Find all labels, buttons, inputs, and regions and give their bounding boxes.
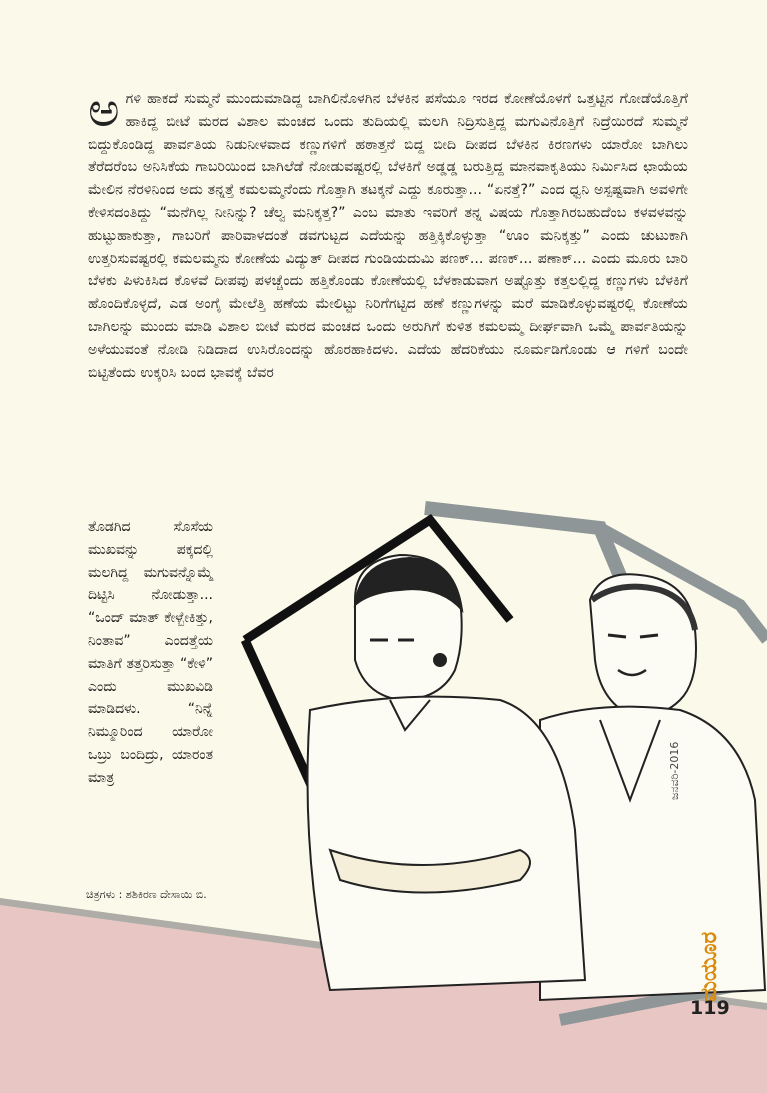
article-paragraph: ಗಳಿ ಹಾಕದೆ ಸುಮ್ಮನೆ ಮುಂದುಮಾಡಿದ್ದ ಬಾಗಿಲಿನೊಳಗಿನ ಬೆಳಕಿನ ಪಸೆಯೂ ಇರದ ಕೋಣೆಯೊಳಗೆ ಒತ್ತಟ್ಟಿನ ಗೋಡೆಯೊತ್ತಿಗೆ ಹಾಕಿದ್ದ ಬೀಟೆ ಮರದ ವಿಶಾಲ ಮಂಚದ ಒಂದು ತುದಿಯಲ್ಲಿ ಮಲಗಿ ನಿದ್ರಿಸುತ್ತಿದ್ದ ಮಗುವಿನೊತ್ತಿಗೆ ನಿದ್ರೆಯಿರದೆ ಸುಮ್ಮನೆ ಬಿದ್ದುಕೊಂಡಿದ್ದ ಪಾರ್ವತಿಯ ನಿಡುನೀಳವಾದ ಕಣ್ಣುಗಳಿಗೆ ಹಠಾತ್ತನೆ ಬಿದ್ದ ಬೀದಿ ದೀಪದ ಬೆಳಕಿನ ಕಿರಣಗಳು ಯಾರೋ ಬಾಗಿಲು ತೆರೆದರೆಂಬ ಅನಿಸಿಕೆಯ ಗಾಬರಿಯಿಂದ ಬಾಗಿಲೆಡೆ ನೋಡುವಷ್ಟರಲ್ಲಿ ಬೆಳಕಿಗೆ ಅಡ್ಡಡ್ಡ ಬರುತ್ತಿದ್ದ ಮಾನವಾಕೃತಿಯು ನಿರ್ಮಿಸಿದ ಛಾಯೆಯ ಮೇಲಿನ ನೆರಳಿನಿಂದ ಅದು ತನ್ನತ್ತೆ ಕಮಲಮ್ಮನೆಂದು ಗೊತ್ತಾಗಿ ತಟಕ್ಕನೆ ಎದ್ದು ಕೂರುತ್ತಾ... “ಏನತ್ತೆ?” ಎಂದ ಧ್ವನಿ ಅಸ್ಪಷ್ಟವಾಗಿ ಅವಳಿಗೇ ಕೇಳಿಸದಂತಿದ್ದು “ಮನೆಗಿಲ್ಲ ನೀನಿನ್ನು? ಚೆಲ್ವ ಮನಿಕ್ಕತ್ತ?” ಎಂಬ ಮಾತು ಇವರಿಗೆ ತನ್ನ ವಿಷಯ ಗೊತ್ತಾಗಿರಬಹುದೆಂಬ ಕಳವಳವನ್ನು ಹುಟ್ಟುಹಾಕುತ್ತಾ, ಗಾಬರಿಗೆ ಪಾರಿವಾಳದಂತೆ ಡವಗುಟ್ಟದ ಎದೆಯನ್ನು ಹತ್ತಿಕ್ಕಿಕೊಳ್ಳುತ್ತಾ “ಊಂ ಮನಿಕ್ಕತ್ತು” ಎಂದು ಚುಟುಕಾಗಿ ಉತ್ತರಿಸುವಷ್ಟರಲ್ಲಿ ಕಮಲಮ್ಮನು ಕೋಣೆಯ ವಿದ್ಯುತ್ ದೀಪದ ಗುಂಡಿಯದುಮಿ ಪಣಕ್... ಪಣಕ್... ಪಣಾಕ್... ಎಂದು ಮೂರು ಬಾರಿ ಬೆಳಕು ಪಿಳುಕಿಸಿದ ಕೊಳವೆ ದೀಪವು ಪಳಚ್ಚೆಂದು ಹತ್ತಿಕೊಂಡು ಕೋಣೆಯಲ್ಲಿ ಬೆಳಕಾಡುವಾಗ ಅಷ್ಟೊತ್ತು ಕತ್ತಲಲ್ಲಿದ್ದ ಕಣ್ಣುಗಳು ಬೆಳಕಿಗೆ ಹೊಂದಿಕೊಳ್ಳದೆ, ಎಡ ಅಂಗೈ ಮೇಲೆತ್ತಿ ಹಣೆಯ ಮೇಲಿಟ್ಟು ನಿರಿಗೆಗಟ್ಟಿದ ಹಣೆ ಕಣ್ಣುಗಳನ್ನು ಮರೆ ಮಾಡಿಕೊಳ್ಳುವಷ್ಟರಲ್ಲಿ ಕೋಣೆಯ ಬಾಗಿಲನ್ನು ಮುಂದು ಮಾಡಿ ವಿಶಾಲ ಬೀಟೆ ಮರದ ಮಂಚದ ಒಂದು ಅರುಗಿಗೆ ಕುಳಿತ ಕಮಲಮ್ಮ ದೀರ್ಘವಾಗಿ ಒಮ್ಮೆ ಪಾರ್ವತಿಯನ್ನು ಅಳೆಯುವಂತೆ ನೋಡಿ ನಿಡಿದಾದ ಉಸಿರೊಂದನ್ನು ಹೊರಹಾಕಿದಳು. ಎದೆಯ ಹೆದರಿಕೆಯು ನೂರ್ಮಡಿಗೊಂಡು ಆ ಗಳಿಗೆ ಬಂದೇ ಬಿಟ್ಟಿತೆಂದು ಉಕ್ಕರಿಸಿ ಬಂದ ಭಾವಕ್ಕೆ ಬೆವರ [88,91,688,381]
illustration-credit: ಚಿತ್ರಗಳು : ಶಶಿಕಿರಣ ದೇಸಾಯಿ ಬಿ. [86,888,207,901]
issue-date: ಜನವರಿ-2016 [668,741,681,800]
magazine-logo: ಮಯೂರ [697,931,722,1002]
article-continuation: ತೊಡಗಿದ ಸೊಸೆಯ ಮುಖವನ್ನು ಪಕ್ಕದಲ್ಲಿ ಮಲಗಿದ್ದ ಮಗುವನ್ನೊಮ್ಮೆ ದಿಟ್ಟಿಸಿ ನೋಡುತ್ತಾ... “ಒಂದ್ ಮಾತ್ ಕೇಳ್ಬೇಕಿತ್ತು, ನಿಂತಾವ” ಎಂದತ್ತೆಯ ಮಾತಿಗೆ ತತ್ತರಿಸುತ್ತಾ “ಕೇಳಿ” ಎಂದು ಮುಖವಿಡಿ ಮಾಡಿದಳು. “ನಿನ್ನೆ ನಿಮ್ಮೂರಿಂದ ಯಾರೋ ಒಬ್ರು ಬಂದಿದ್ರು, ಯಾರಂತ ಮಾತ್ರ [88,519,213,786]
article-continuation-column [88,516,213,790]
drop-cap: ಅ [88,82,120,138]
young-man-figure [308,555,586,990]
article-body [88,82,688,384]
page-number: 119 [690,997,730,1019]
